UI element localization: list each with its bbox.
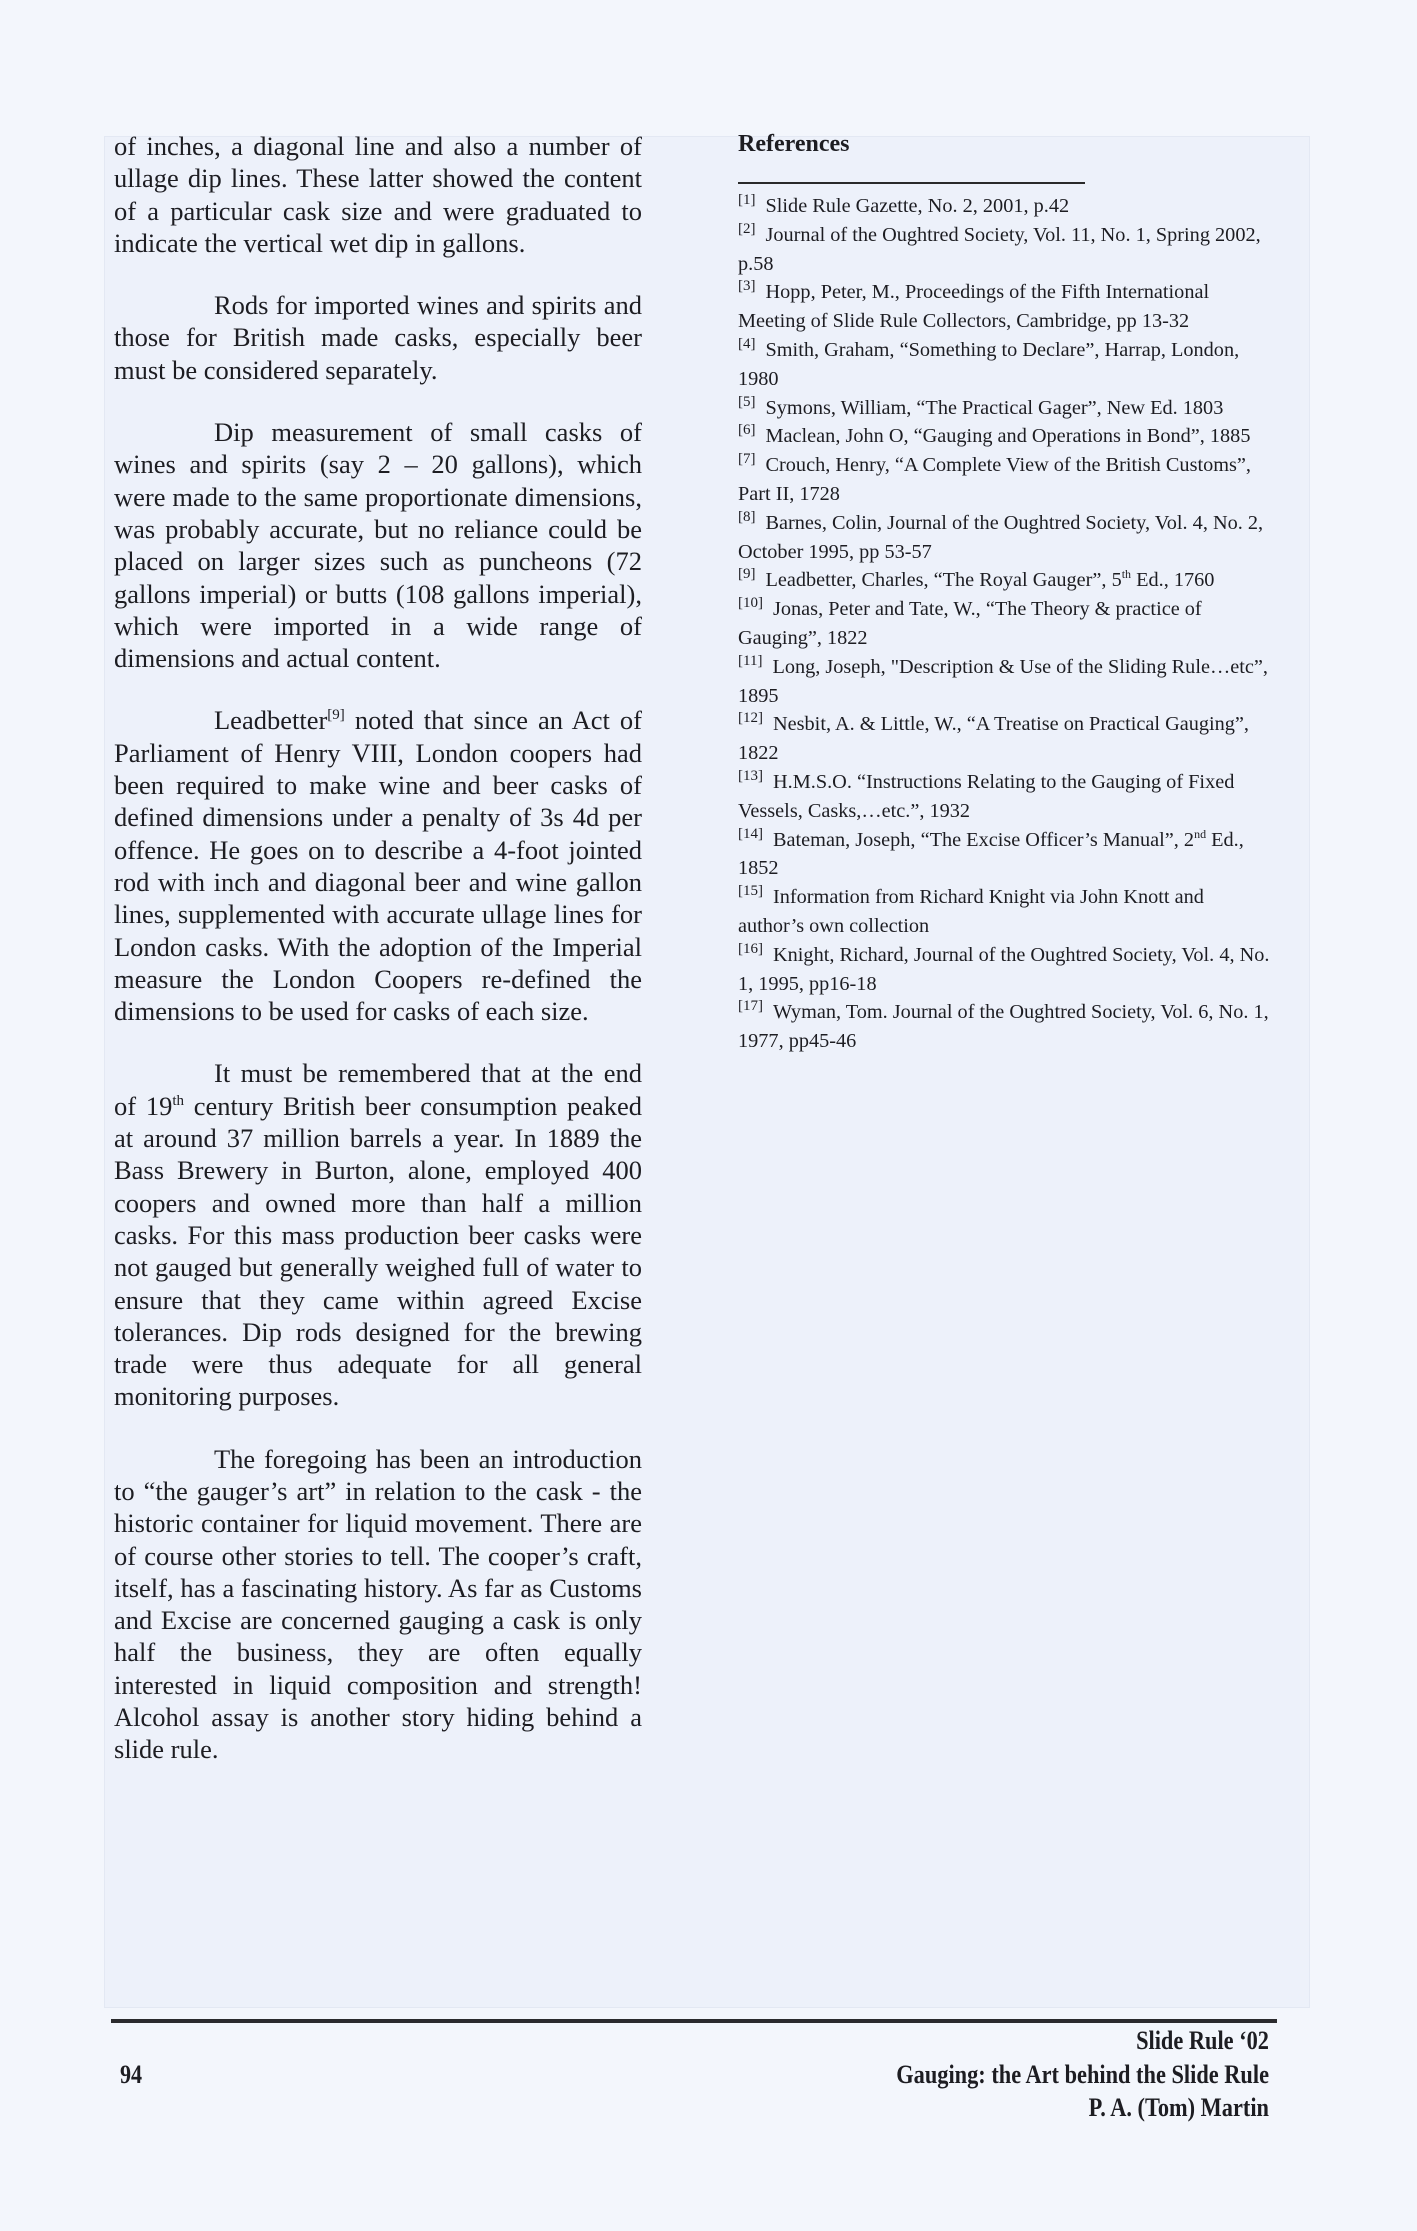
reference-item xyxy=(738,653,1270,711)
body-paragraph: of inches, a diagonal line and also a number of ullage dip lines. These latter showed the content of a particular cask size and were graduated to indicate the vertical wet dip in gallons. xyxy=(114,131,642,258)
body-paragraph: Dip measurement of small casks of wines and spirits (say 2 – 20 gallons), which were made to the same proportionate dimensions, was probably accurate, but no reliance could be placed on larger sizes such as puncheons (72 gallons imperial) or butts (108 gallons imperial), which were imported in a wide range of dimensions and actual content. xyxy=(114,417,642,674)
reference-text: Knight, Richard, Journal of the Oughtred Society, Vol. 4, No. 1, 1995, pp16-18 xyxy=(738,943,1270,995)
reference-text: Crouch, Henry, “A Complete View of the British Customs”, Part II, 1728 xyxy=(738,454,1251,505)
reference-number: [8] xyxy=(738,508,756,525)
reference-number: [10] xyxy=(738,595,763,612)
body-paragraph: Rods for imported wines and spirits and those for British made casks, especially beer must be considered separately. xyxy=(114,290,642,385)
reference-item xyxy=(738,221,1270,279)
citation-link[interactable]: [9] xyxy=(327,707,345,724)
reference-number: [12] xyxy=(738,710,763,727)
reference-text: Leadbetter, Charles, “The Royal Gauger”, 5 xyxy=(765,569,1122,592)
reference-item xyxy=(738,509,1270,567)
references-list xyxy=(738,192,1270,1056)
reference-text: Symons, William, “The Practical Gager”, New Ed. 1803 xyxy=(765,396,1224,419)
reference-number: [5] xyxy=(738,393,756,410)
author-name: P. A. (Tom) Martin xyxy=(1088,2093,1269,2122)
reference-item xyxy=(738,422,1270,451)
reference-text: Jonas, Peter and Tate, W., “The Theory & practice of Gauging”, 1822 xyxy=(738,598,1202,649)
reference-item xyxy=(738,394,1270,423)
ordinal-suffix: nd xyxy=(1194,826,1207,841)
reference-number: [9] xyxy=(738,566,756,583)
reference-text: Smith, Graham, “Something to Declare”, Harrap, London, 1980 xyxy=(738,338,1240,390)
reference-number: [6] xyxy=(738,422,756,439)
reference-text: Maclean, John O, “Gauging and Operations in Bond”, 1885 xyxy=(765,425,1251,448)
references-heading: References xyxy=(738,131,850,157)
paragraph-text: noted that since an Act of Parliament of Henry VIII, London coopers had been required to make wine and beer casks of defined dimensions under a penalty of 3s 4d per offence. He goes on to describe a 4-foot jointed rod with inch and diagonal beer and wine gallon lines, supplemented with accurate ullage lines for London casks. With the adoption of the Imperial measure the London Coopers re-defined the dimensions to be used for casks of each size. xyxy=(114,705,642,1027)
reference-item xyxy=(738,336,1270,394)
reference-text: Bateman, Joseph, “The Excise Officer’s Manual”, 2 xyxy=(773,828,1195,851)
reference-item xyxy=(738,278,1270,336)
reference-item xyxy=(738,192,1270,221)
reference-text: H.M.S.O. “Instructions Relating to the Gauging of Fixed Vessels, Casks,…etc.”, 1932 xyxy=(738,770,1235,822)
body-text-column xyxy=(114,130,642,1796)
reference-item xyxy=(738,566,1270,595)
reference-number: [1] xyxy=(738,192,756,208)
article-title: Gauging: the Art behind the Slide Rule xyxy=(896,2059,1269,2089)
reference-item xyxy=(738,451,1270,509)
reference-number: [7] xyxy=(738,451,756,468)
reference-item xyxy=(738,941,1270,999)
reference-number: [15] xyxy=(738,883,763,900)
reference-item xyxy=(738,595,1270,653)
reference-item xyxy=(738,768,1270,826)
reference-text: Wyman, Tom. Journal of the Oughtred Society, Vol. 6, No. 1, 1977, pp45-46 xyxy=(738,1001,1269,1053)
reference-number: [14] xyxy=(738,825,763,842)
footer-divider xyxy=(111,2019,1277,2023)
running-footer xyxy=(667,2024,1269,2125)
reference-text: Slide Rule Gazette, No. 2, 2001, p.42 xyxy=(765,195,1070,217)
reference-text: Barnes, Colin, Journal of the Oughtred Society, Vol. 4, No. 2, October 1995, pp 53-57 xyxy=(738,511,1264,563)
reference-text: Information from Richard Knight via John Knott and author’s own collection xyxy=(738,886,1204,937)
paragraph-text: century British beer consumption peaked at around 37 million barrels a year. In 1889 the Bass Brewery in Burton, alone, employed 400 coopers and owned more than half a million casks. For this mass production beer casks were not gauged but generally weighed full of water to ensure that they came within agreed Excise tolerances. Dip rods designed for the brewing trade were thus adequate for all general monitoring purposes. xyxy=(114,1090,642,1412)
paragraph-text: It must be remembered that at the end of 19 xyxy=(114,1058,642,1121)
body-paragraph xyxy=(114,1057,642,1412)
reference-text: Journal of the Oughtred Society, Vol. 11, No. 1, Spring 2002, p.58 xyxy=(738,223,1261,275)
page-number: 94 xyxy=(120,2060,143,2089)
reference-text: Ed., 1852 xyxy=(738,828,1244,880)
reference-text: Nesbit, A. & Little, W., “A Treatise on Practical Gauging”, 1822 xyxy=(738,713,1249,765)
publication-name: Slide Rule ‘02 xyxy=(1136,2026,1269,2055)
reference-item xyxy=(738,710,1270,768)
body-paragraph: The foregoing has been an introduction to “the gauger’s art” in relation to the cask - the historic container for liquid movement. There are of course other stories to tell. The cooper’s craft, itself, has a fascinating history. As far as Customs and Excise are concerned gauging a cask is only half the business, they are often equally interested in liquid composition and strength! Alcohol assay is another story hiding behind a slide rule. xyxy=(114,1443,642,1765)
reference-text: Long, Joseph, "Description & Use of the Sliding Rule…etc”, 1895 xyxy=(738,655,1268,707)
reference-number: [2] xyxy=(738,220,756,237)
reference-number: [17] xyxy=(738,998,763,1015)
ordinal-suffix: th xyxy=(1121,567,1132,582)
reference-number: [13] xyxy=(738,767,763,784)
body-paragraph xyxy=(114,704,642,1027)
reference-text: Hopp, Peter, M., Proceedings of the Fifth International Meeting of Slide Rule Collectors, Cambridge, pp 13-32 xyxy=(738,281,1210,333)
paragraph-text: Leadbetter xyxy=(214,705,328,736)
reference-item xyxy=(738,998,1270,1056)
reference-number: [11] xyxy=(738,652,763,669)
references-column xyxy=(738,128,1270,1056)
reference-number: [4] xyxy=(738,335,756,352)
reference-text: Ed., 1760 xyxy=(1131,569,1215,592)
reference-number: [3] xyxy=(738,278,756,295)
reference-item xyxy=(738,883,1270,941)
references-divider xyxy=(738,182,1085,184)
reference-item xyxy=(738,826,1270,884)
ordinal-suffix: th xyxy=(172,1092,185,1109)
reference-number: [16] xyxy=(738,940,763,957)
